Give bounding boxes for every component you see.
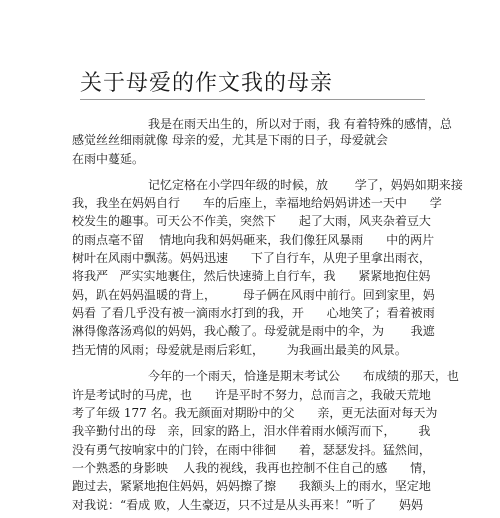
paragraph-line: 的雨点毫不留 情地向我和妈妈砸来，我们像狂风暴雨 中的两片: [72, 233, 435, 247]
title-divider: [80, 99, 425, 100]
paragraph-line: 将我严 严实实地裹住，然后快速骑上自行车，我 紧紧地抱住妈: [72, 269, 431, 283]
paragraph-line: 今年的一个雨天，恰逢是期末考试公 布成绩的那天，也: [148, 369, 459, 383]
paragraph-line: 我，我坐在妈妈自行 车的后座上，幸福地给妈妈讲述一天中 学: [72, 196, 442, 210]
paragraph-line: 挡无情的风雨；母爱就是雨后彩虹， 为我画出最美的风景。: [72, 343, 407, 357]
paragraph-line: 感觉丝丝细雨就像 母亲的爱，尤其是下雨的日子，母爱就会: [72, 133, 388, 147]
paragraph-line: 妈，趴在妈妈温暖的背上， 母子俩在风雨中前行。回到家里，妈: [72, 288, 435, 302]
paragraph-line: 在雨中蔓延。: [72, 152, 145, 166]
paragraph-line: 妈看 了看几乎没有被一滴雨水打到的我，开 心地笑了；看着被雨: [72, 306, 435, 320]
paragraph-line: 校发生的趣事。可天公不作美，突然下 起了大雨，风夹杂着豆大: [72, 214, 431, 228]
paragraph-line: 没有勇气按响家中的门铃，在雨中徘徊 着，瑟瑟发抖。猛然间，: [72, 443, 431, 457]
paragraph-line: 对我说：“看成 败，人生豪迈，只不过是从头再来！”听了 妈妈: [72, 498, 423, 512]
paragraph-line: 淋得像落汤鸡似的妈妈，我心酸了。母爱就是雨中的伞，为 我遮: [72, 324, 435, 338]
paragraph-line: 一个熟悉的身影映 人我的视线，我再也控制不住自己的感 情，: [72, 461, 435, 475]
paragraph-line: 许是考试时的马虎，也 许是平时不努力，总而言之，我破天荒地: [72, 388, 431, 402]
paragraph-line: 我是在雨天出生的，所以对于雨，我 有着特殊的感情，总: [148, 117, 452, 131]
document-title: 关于母爱的作文我的母亲: [80, 71, 334, 96]
paragraph-line: 我辛勤付出的母 亲，回家的路上，泪水伴着雨水倾泻而下， 我: [72, 424, 431, 438]
paragraph-line: 跑过去，紧紧地抱住妈妈，妈妈擦了擦 我额头上的雨水，坚定地: [72, 479, 431, 493]
paragraph-line: 记忆定格在小学四年级的时候，放 学了，妈妈如期来接: [148, 178, 463, 192]
paragraph-line: 考了年级 177 名。我无颜面对期盼中的父 亲，更无法面对每天为: [72, 406, 438, 420]
paragraph-line: 树叶在风雨中飘荡。妈妈迅速 下了自行车，从兜子里拿出雨衣，: [72, 251, 431, 265]
